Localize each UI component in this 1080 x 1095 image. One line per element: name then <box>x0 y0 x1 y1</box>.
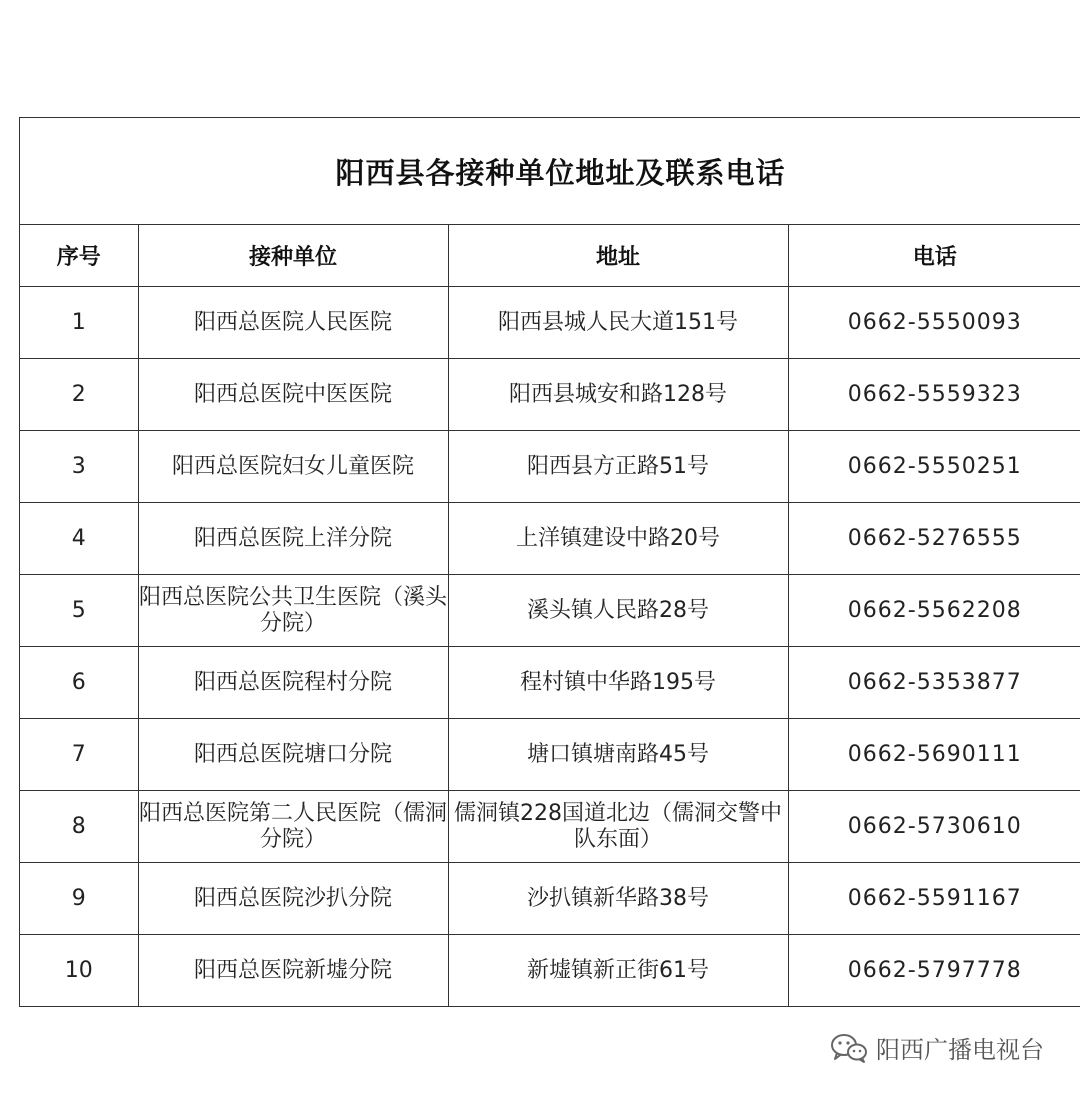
vaccination-sites-sheet <box>19 117 1080 1007</box>
row-unit: 阳西总医院第二人民医院（儒洞分院） <box>138 791 448 863</box>
table-row <box>20 359 1080 431</box>
row-address: 程村镇中华路195号 <box>448 647 788 719</box>
row-address: 新墟镇新正街61号 <box>448 935 788 1007</box>
row-unit: 阳西总医院中医医院 <box>138 359 448 431</box>
wechat-icon <box>830 1032 868 1064</box>
row-phone: 0662-5276555 <box>788 503 1080 575</box>
header-phone: 电话 <box>788 225 1080 287</box>
table-row <box>20 863 1080 935</box>
table-row <box>20 719 1080 791</box>
row-no: 5 <box>20 575 138 647</box>
row-address: 沙扒镇新华路38号 <box>448 863 788 935</box>
row-no: 6 <box>20 647 138 719</box>
header-address: 地址 <box>448 225 788 287</box>
row-address: 塘口镇塘南路45号 <box>448 719 788 791</box>
header-unit: 接种单位 <box>138 225 448 287</box>
page-title: 阳西县各接种单位地址及联系电话 <box>335 155 786 190</box>
row-no: 4 <box>20 503 138 575</box>
row-unit: 阳西总医院人民医院 <box>138 287 448 359</box>
watermark-text: 阳西广播电视台 <box>876 1036 1044 1064</box>
row-unit: 阳西总医院沙扒分院 <box>138 863 448 935</box>
row-unit: 阳西总医院新墟分院 <box>138 935 448 1007</box>
row-phone: 0662-5562208 <box>788 575 1080 647</box>
row-address: 溪头镇人民路28号 <box>448 575 788 647</box>
header-no: 序号 <box>20 225 138 287</box>
row-unit: 阳西总医院塘口分院 <box>138 719 448 791</box>
row-address: 儒洞镇228国道北边（儒洞交警中队东面） <box>448 791 788 863</box>
row-unit: 阳西总医院妇女儿童医院 <box>138 431 448 503</box>
row-phone: 0662-5550251 <box>788 431 1080 503</box>
row-unit: 阳西总医院公共卫生医院（溪头分院） <box>138 575 448 647</box>
row-phone: 0662-5550093 <box>788 287 1080 359</box>
row-phone: 0662-5591167 <box>788 863 1080 935</box>
table-row <box>20 503 1080 575</box>
sites-table <box>20 225 1080 1007</box>
row-no: 7 <box>20 719 138 791</box>
row-no: 2 <box>20 359 138 431</box>
row-phone: 0662-5730610 <box>788 791 1080 863</box>
row-address: 上洋镇建设中路20号 <box>448 503 788 575</box>
title-row <box>20 118 1080 225</box>
row-no: 3 <box>20 431 138 503</box>
table-row <box>20 791 1080 863</box>
watermark <box>830 1030 1044 1065</box>
row-no: 10 <box>20 935 138 1007</box>
row-no: 1 <box>20 287 138 359</box>
row-unit: 阳西总医院程村分院 <box>138 647 448 719</box>
table-row <box>20 431 1080 503</box>
row-address: 阳西县方正路51号 <box>448 431 788 503</box>
table-row <box>20 287 1080 359</box>
row-phone: 0662-5353877 <box>788 647 1080 719</box>
table-row <box>20 575 1080 647</box>
row-unit: 阳西总医院上洋分院 <box>138 503 448 575</box>
header-row <box>20 225 1080 287</box>
row-phone: 0662-5559323 <box>788 359 1080 431</box>
table-row <box>20 647 1080 719</box>
row-no: 9 <box>20 863 138 935</box>
row-no: 8 <box>20 791 138 863</box>
row-address: 阳西县城安和路128号 <box>448 359 788 431</box>
row-phone: 0662-5690111 <box>788 719 1080 791</box>
table-row <box>20 935 1080 1007</box>
row-address: 阳西县城人民大道151号 <box>448 287 788 359</box>
row-phone: 0662-5797778 <box>788 935 1080 1007</box>
